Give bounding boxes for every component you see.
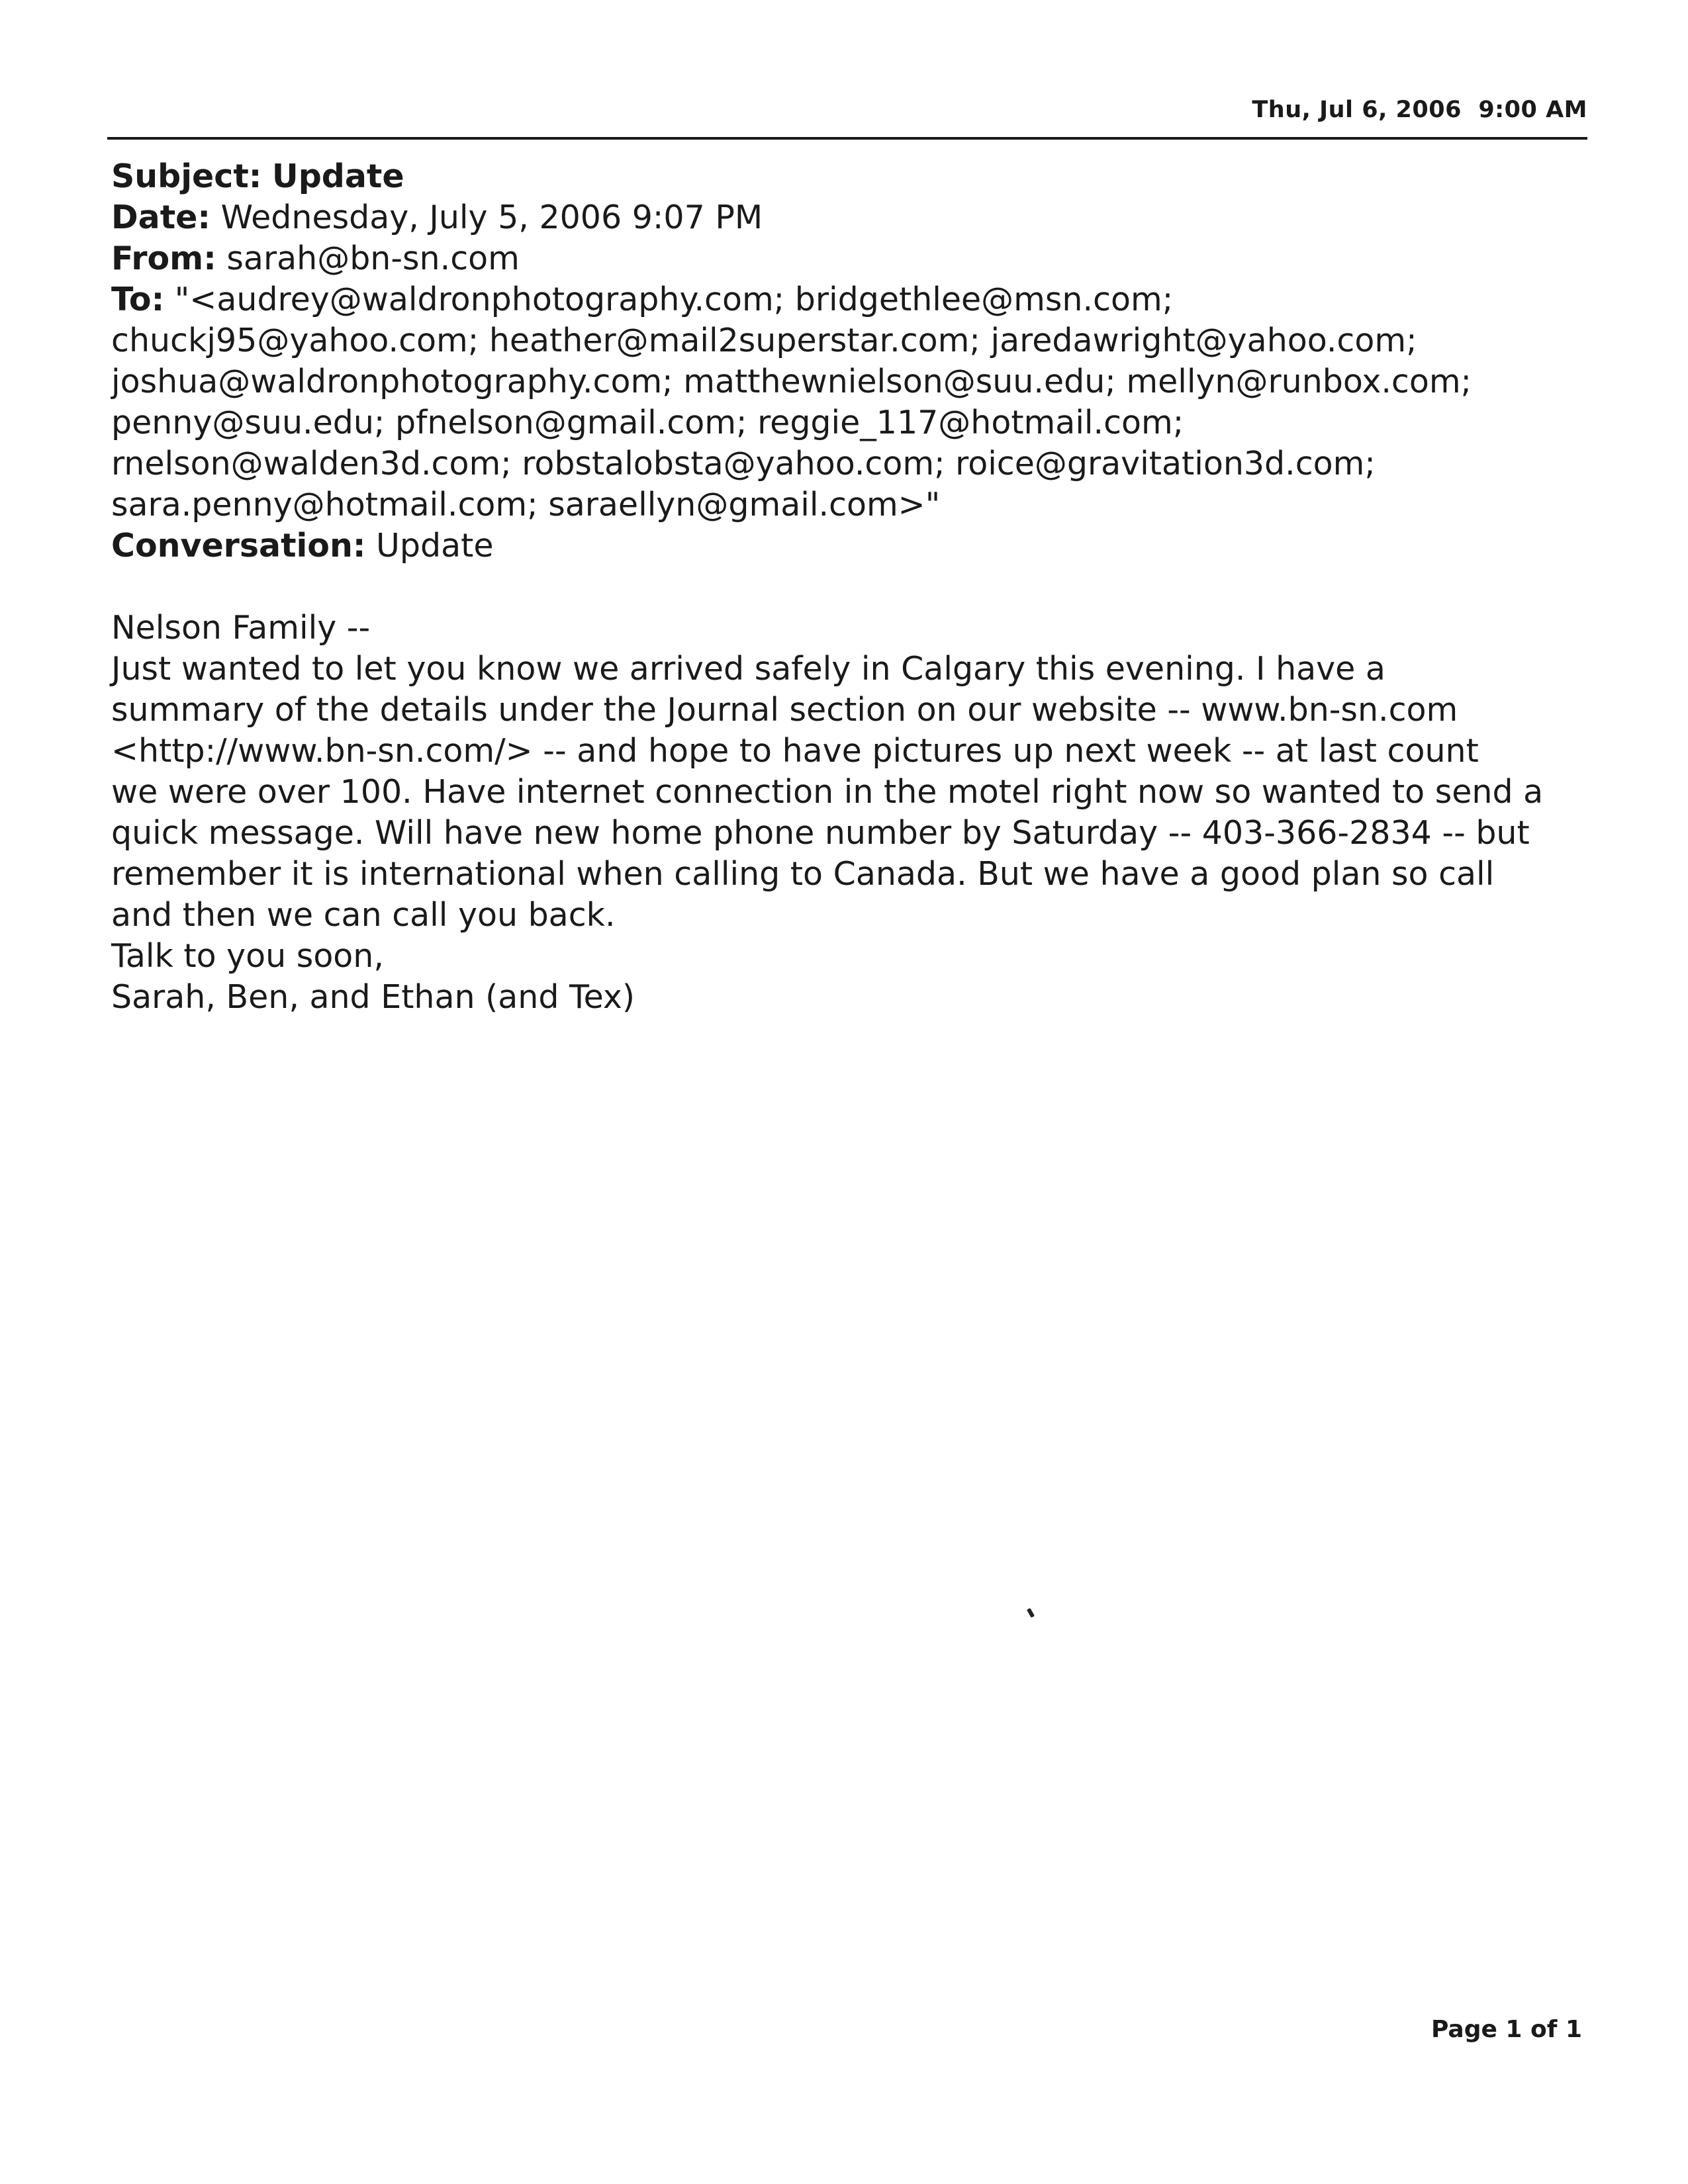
to-label: To:: [111, 281, 165, 318]
body-line: summary of the details under the Journal section on our website -- www.bn-sn.com: [111, 691, 1458, 729]
subject-value: Update: [271, 158, 404, 195]
from-value: sarah@bn-sn.com: [226, 240, 520, 277]
print-date-time: Thu, Jul 6, 2006 9:00 AM: [1252, 97, 1587, 123]
body-line: Nelson Family --: [111, 609, 371, 647]
body-line: <http://www.bn-sn.com/> -- and hope to have pictures up next week -- at last count: [111, 732, 1479, 770]
body-line: Talk to you soon,: [111, 937, 384, 975]
to-line: rnelson@walden3d.com; robstalobsta@yahoo.com; roice@gravitation3d.com;: [111, 445, 1376, 482]
body-line: and then we can call you back.: [111, 896, 616, 934]
conversation-value: Update: [376, 527, 494, 565]
date-label: Date:: [111, 199, 211, 236]
subject-row: [111, 156, 1587, 197]
conversation-label: Conversation:: [111, 527, 366, 565]
to-line: joshua@waldronphotography.com; matthewnielson@suu.edu; mellyn@runbox.com;: [111, 363, 1472, 400]
to-line: chuckj95@yahoo.com; heather@mail2superstar.com; jaredawright@yahoo.com;: [111, 322, 1417, 359]
to-row: [111, 279, 1587, 525]
to-line: [111, 279, 1587, 320]
header-divider: [107, 137, 1587, 140]
body-line: quick message. Will have new home phone number by Saturday -- 403-366-2834 -- but: [111, 814, 1530, 852]
page-number: Page 1 of 1: [1431, 2016, 1582, 2043]
body-line: Just wanted to let you know we arrived safely in Calgary this evening. I have a: [111, 650, 1385, 688]
scan-speck: [1027, 1608, 1035, 1617]
date-row: [111, 197, 1587, 238]
to-line: sara.penny@hotmail.com; saraellyn@gmail.com>": [111, 486, 941, 523]
date-value: Wednesday, July 5, 2006 9:07 PM: [220, 199, 763, 236]
subject-label: Subject:: [111, 158, 262, 195]
body-line: we were over 100. Have internet connection in the motel right now so wanted to send a: [111, 773, 1544, 811]
body-line: Sarah, Ben, and Ethan (and Tex): [111, 978, 635, 1016]
conversation-row: [111, 525, 1587, 567]
from-label: From:: [111, 240, 216, 277]
to-value: "<audrey@waldronphotography.com; bridgethlee@msn.com;: [174, 281, 1174, 318]
body-line: remember it is international when calling to Canada. But we have a good plan so call: [111, 855, 1495, 893]
from-row: [111, 238, 1587, 279]
email-body: [111, 608, 1587, 1018]
email-message: [111, 156, 1587, 1018]
to-line: penny@suu.edu; pfnelson@gmail.com; reggie_117@hotmail.com;: [111, 404, 1184, 441]
